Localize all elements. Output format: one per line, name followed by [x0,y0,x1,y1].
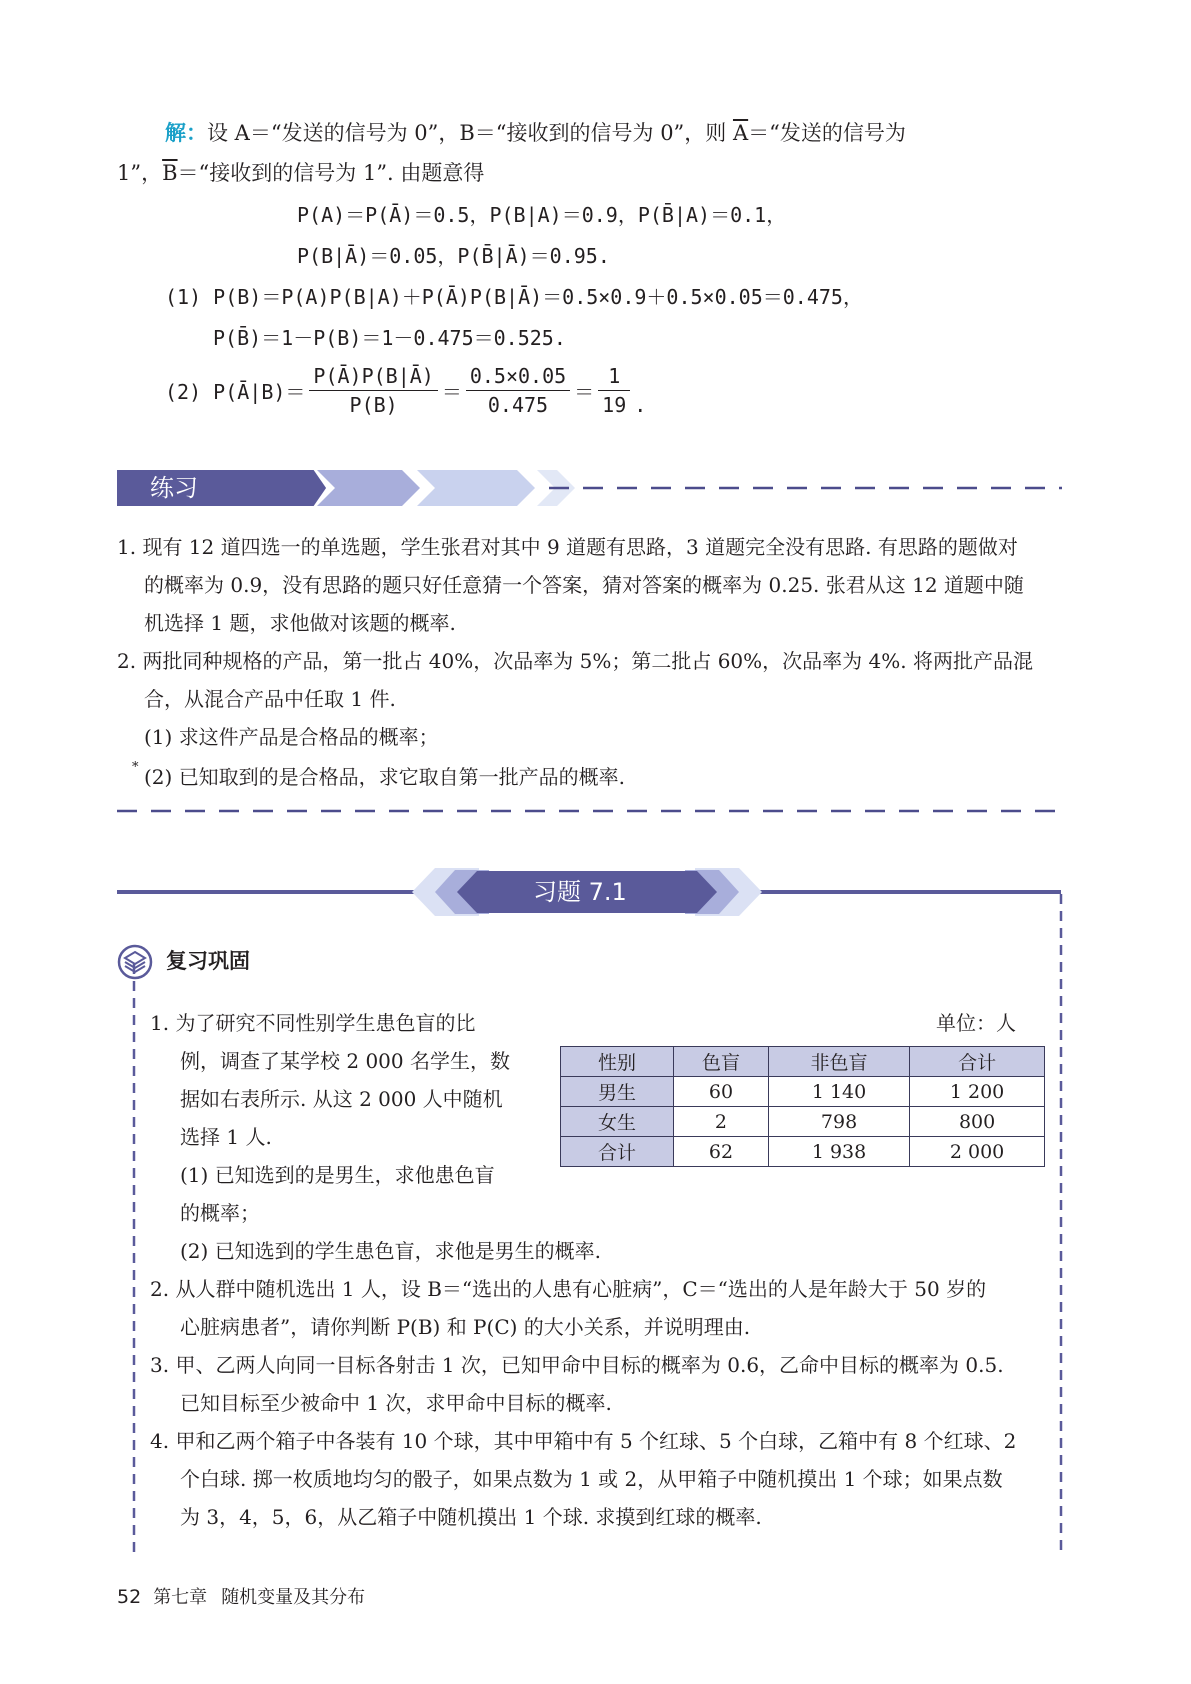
optional-star: * [132,760,139,775]
practice-bottom-dashes [117,808,1067,814]
practice-item-2-line-1: 2. 两批同种规格的产品，第一批占 40%，次品率为 5%；第二批占 60%，次品率为 4%. 将两批产品混 [117,649,1033,673]
q4-line-2: 个白球. 掷一枚质地均匀的骰子，如果点数为 1 或 2，从甲箱子中随机摸出 1 个球；如果点数 [180,1467,1003,1491]
table-header-row [561,1047,1045,1077]
fraction-1 [309,364,437,417]
table-unit: 单位：人 [936,1011,1016,1035]
table-cell: 女生 [561,1107,674,1137]
table-cell: 798 [768,1107,909,1137]
table-cell: 1 140 [768,1077,909,1107]
section-heading: 复习巩固 [166,949,250,973]
practice-item-1-line-1: 1. 现有 12 道四选一的单选题，学生张君对其中 9 道题有思路，3 道题完全没有思路. 有思路的题做对 [117,535,1018,559]
table-cell: 2 [674,1107,769,1137]
solution-label: 解： [165,121,207,145]
q2-line-1: 2. 从人群中随机选出 1 人，设 B＝“选出的人患有心脏病”，C＝“选出的人是年龄大于 50 岁的 [150,1277,987,1301]
q3-line-2: 已知目标至少被命中 1 次，求甲命中目标的概率. [180,1391,612,1415]
table-cell: 2 000 [910,1137,1045,1167]
equation-2: P(B|Ā)＝0.05，P(B̄|Ā)＝0.95. [297,244,610,268]
layers-icon [117,944,153,980]
fraction-2-denominator: 0.475 [487,393,549,417]
table-row [561,1077,1045,1107]
fraction-3-denominator: 19 [602,393,627,417]
table-row [561,1137,1045,1167]
q4-line-1: 4. 甲和乙两个箱子中各装有 10 个球，其中甲箱中有 5 个红球、5 个白球，乙箱中有 8 个红球、2 [150,1429,1017,1453]
part-1-line-a: (1) P(B)＝P(A)P(B|A)＋P(Ā)P(B|Ā)＝0.5×0.9＋0.5×0.05＝0.475， [165,285,863,309]
q1-part-2: (2) 已知选到的学生患色盲，求他是男生的概率. [180,1239,602,1263]
practice-banner [117,470,1117,506]
equation-1: P(A)＝P(Ā)＝0.5，P(B|A)＝0.9，P(B̄|A)＝0.1， [297,203,787,227]
fraction-2-numerator: 0.5×0.05 [466,364,570,391]
practice-title: 练习 [150,474,198,502]
table-cell: 1 938 [768,1137,909,1167]
chapter-number: 第七章 [153,1587,208,1608]
q1-line-2: 例，调查了某学校 2 000 名学生，数 [180,1049,510,1073]
solution-text-2b: ＝“接收到的信号为 1”. 由题意得 [177,161,485,185]
page-footer [117,1584,365,1611]
practice-item-2-part-2: (2) 已知取到的是合格品，求它取自第一批产品的概率. [144,765,626,789]
solution-line-2 [117,158,484,188]
part-1-line-b: P(B̄)＝1－P(B)＝1－0.475＝0.525. [213,326,566,350]
table-cell: 男生 [561,1077,674,1107]
table-cell: 62 [674,1137,769,1167]
table-cell: 1 200 [910,1077,1045,1107]
part-2-equation: (2) P(Ā|B)＝ $\frac{P(Ā)P(B|Ā)}{P(B)}$ ＝ $\frac{0.5\times 0.05}{0.475}$ ＝ $\frac{1}{19}$ . [165,364,647,417]
table-cell: 60 [674,1077,769,1107]
table-row [561,1107,1045,1137]
practice-item-1-line-3: 机选择 1 题，求他做对该题的概率. [144,611,456,635]
exercise-title: 习题 7.1 [533,878,627,906]
table-cell: 800 [910,1107,1045,1137]
table-cell: 合计 [561,1137,674,1167]
solution-text-2a: 1”， [117,161,163,185]
q1-part-1-cont: 的概率； [180,1201,260,1225]
table-header-cell: 性别 [561,1047,674,1077]
q4-line-3: 为 3，4，5，6，从乙箱子中随机摸出 1 个球. 求摸到红球的概率. [180,1505,762,1529]
a-complement: $\overline{A}$ [732,121,749,145]
practice-item-2-line-2: 合，从混合产品中任取 1 件. [144,687,396,711]
fraction-1-numerator: P(Ā)P(B|Ā) [309,364,437,391]
fraction-1-denominator: P(B) [349,393,398,417]
q1-line-4: 选择 1 人. [180,1125,272,1149]
part-2-lhs: (2) P(Ā|B)＝ [165,380,306,404]
q1-line-1: 1. 为了研究不同性别学生患色盲的比 [150,1011,476,1035]
q1-line-3: 据如右表所示. 从这 2 000 人中随机 [180,1087,503,1111]
b-complement: $\overline{B}$ [162,161,178,185]
fraction-3 [598,364,630,417]
solution-line-1 [165,118,906,148]
page-number: 52 [117,1586,142,1608]
practice-item-2-part-1: (1) 求这件产品是合格品的概率； [144,725,439,749]
q3-line-1: 3. 甲、乙两人向同一目标各射击 1 次，已知甲命中目标的概率为 0.6，乙命中目标的概率为 0.5. [150,1353,1004,1377]
fraction-3-numerator: 1 [598,364,630,391]
chapter-title: 随机变量及其分布 [221,1587,366,1608]
practice-item-1-line-2: 的概率为 0.9，没有思路的题只好任意猜一个答案，猜对答案的概率为 0.25. 张君从这 12 道题中随 [144,573,1024,597]
fraction-2 [466,364,570,417]
solution-text-1: 设 A＝“发送的信号为 0”，B＝“接收到的信号为 0”，则 [207,121,733,145]
q2-line-2: 心脏病患者”，请你判断 P(B) 和 P(C) 的大小关系，并说明理由. [180,1315,751,1339]
table-header-cell: 合计 [910,1047,1045,1077]
solution-text-1b: ＝“发送的信号为 [748,121,906,145]
q1-part-1: (1) 已知选到的是男生，求他患色盲 [180,1163,495,1187]
table-header-cell: 非色盲 [768,1047,909,1077]
color-blind-table [560,1046,1045,1167]
table-header-cell: 色盲 [674,1047,769,1077]
